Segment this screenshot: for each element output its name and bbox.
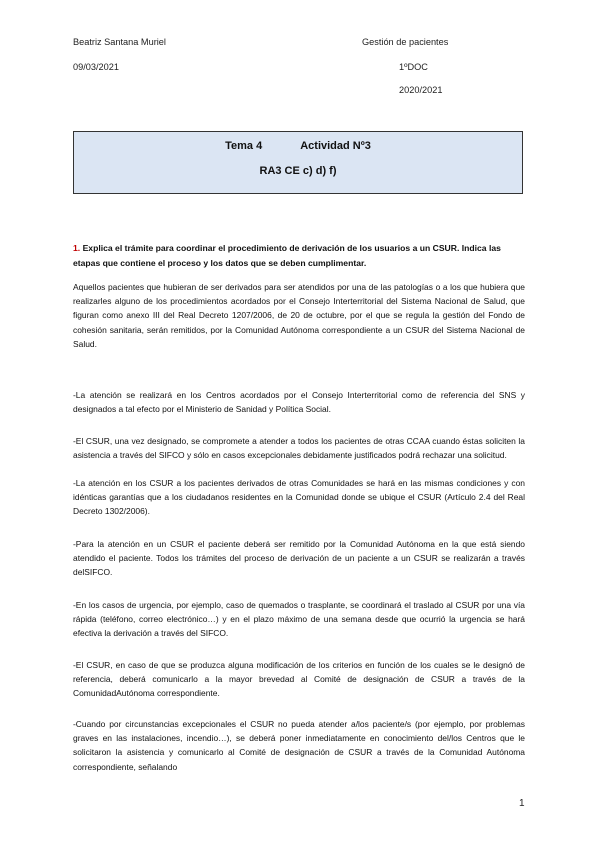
question-number: 1.	[73, 243, 81, 253]
paragraph-attention-centers: -La atención se realizará en los Centros acordados por el Consejo Interterritorial como de referencia del SNS y designados a tal efecto por el Ministerio de Sanidad y Política Social.	[73, 390, 525, 415]
page-number: 1	[519, 798, 525, 809]
paragraph-modification: -El CSUR, en caso de que se produzca alguna modificación de los criterios en función de los cuales se le designó de referencia, deberá comunicarlo a la mayor brevedad al Comité de designación de CSUR a través de la ComunidadAutónoma correspondiente.	[73, 660, 525, 699]
paragraph-csur-commitment: -El CSUR, una vez designado, se compromete a atender a todos los pacientes de otras CCAA cuando éstas soliciten la asistencia a través del SIFCO y sólo en casos excepcionales debidamente justificados podrá rechazar una solicitud.	[73, 436, 525, 461]
header-year: 2020/2021	[399, 85, 443, 95]
header-author: Beatriz Santana Muriel	[73, 37, 166, 47]
header-course: 1ºDOC	[399, 62, 428, 72]
title-box	[73, 131, 523, 194]
paragraph-same-conditions: -La atención en los CSUR a los pacientes derivados de otras Comunidades se hará en las mismas condiciones y con idénticas garantías que a los ciudadanos residentes en la Comunidad donde se ubique el CSUR (Artículo 2.4 del Real Decreto 1302/2006).	[73, 478, 525, 517]
criteria-label: RA3 CE c) d) f)	[259, 165, 337, 177]
paragraph-referral: -Para la atención en un CSUR el paciente deberá ser remitido por la Comunidad Autónoma en la que está siendo atendido el paciente. Todos los trámites del proceso de derivación de un paciente a un CSUR se realizarán a través delSIFCO.	[73, 539, 525, 578]
question	[73, 241, 525, 271]
question-text: Explica el trámite para coordinar el procedimiento de derivación de los usuarios a un CSUR. Indica las etapas que contiene el proceso y los datos que se deben cumplimentar.	[73, 243, 501, 268]
header-subject: Gestión de pacientes	[362, 37, 449, 47]
title-line	[74, 140, 522, 152]
topic-label: Tema 4	[225, 140, 263, 152]
paragraph-intro: Aquellos pacientes que hubieran de ser derivados para ser atendidos por una de las patologías o a los que hubiera que realizarles alguno de los procedimientos acordados por el Consejo Interterritorial del Sistema Nacional de Salud, que figuran como anexo III del Real Decreto 1207/2006, de 20 de octubre, por el que se regula la gestión del Fondo de cohesión sanitaria, serán remitidos, por la Comunidad Autónoma correspondiente a un CSUR del Sistema Nacional de Salud.	[73, 282, 525, 349]
paragraph-urgency: -En los casos de urgencia, por ejemplo, caso de quemados o trasplante, se coordinará el traslado al CSUR por una vía rápida (teléfono, correo electrónico…) y en el plazo máximo de una semana desde que ocurrió la urgencia se hará efectiva la derivación a través del SIFCO.	[73, 600, 525, 639]
header-date: 09/03/2021	[73, 62, 119, 72]
paragraph-exceptional: -Cuando por circunstancias excepcionales el CSUR no pueda atender a/los paciente/s (por ejemplo, por problemas graves en las instalaciones, incendio…), se deberá poner inmediatamente en conocimiento del/los Centros que le solicitaron la asistencia y comunicarlo al Comité de designación de CSUR a través de la Comunidad Autónoma correspondiente, señalando	[73, 719, 525, 772]
activity-label: Actividad Nº3	[300, 140, 371, 152]
